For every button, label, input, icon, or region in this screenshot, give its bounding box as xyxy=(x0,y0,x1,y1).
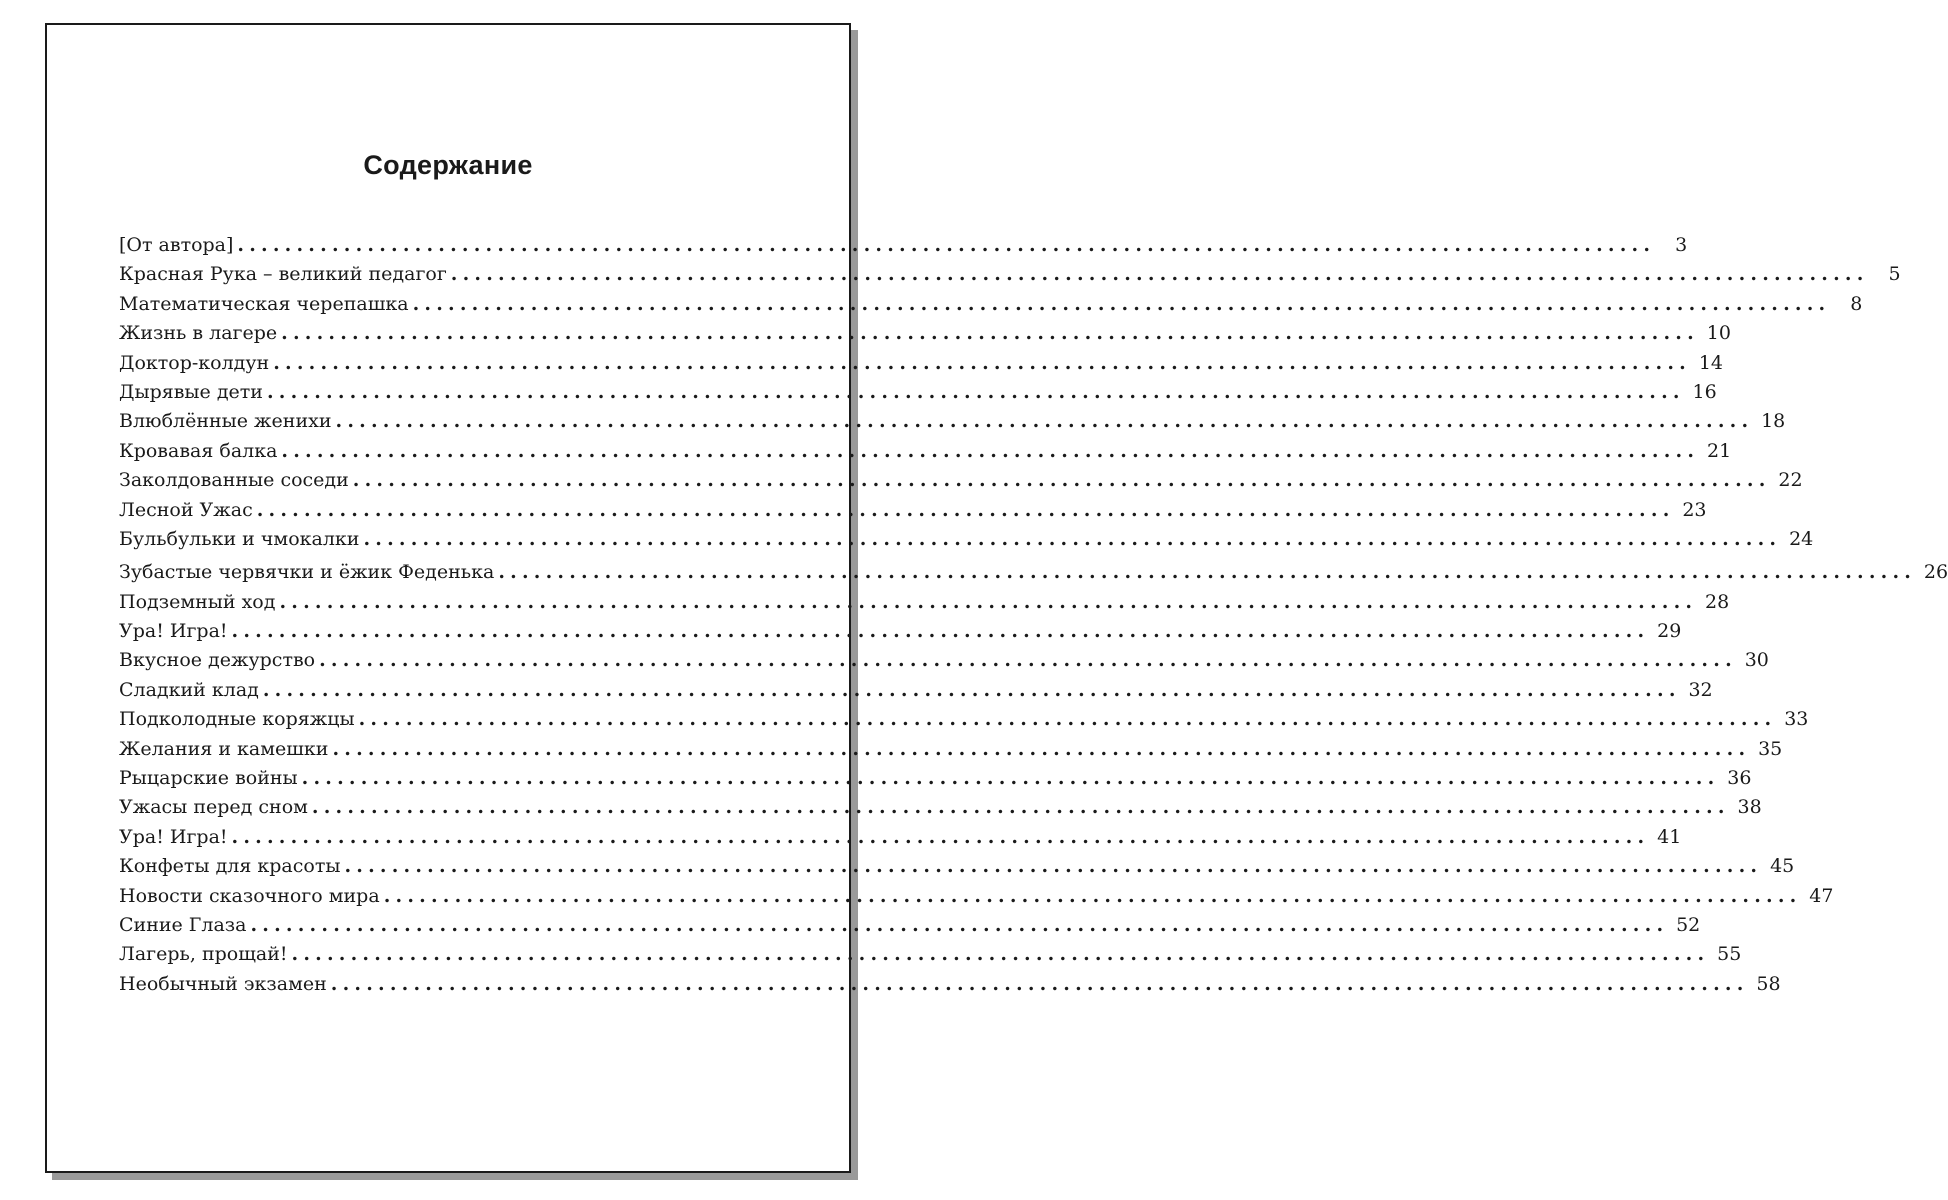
toc-dot-leader: ........................................................................................................................ xyxy=(279,590,1698,613)
toc-entry[interactable] xyxy=(119,322,1731,351)
toc-dot-leader: ........................................................................................................................ xyxy=(237,234,1656,256)
toc-entry[interactable] xyxy=(119,351,1723,381)
page-title: Содержание xyxy=(363,150,533,180)
toc-dot-leader: ........................................................................................................................ xyxy=(281,439,1700,462)
toc-entry-title: Дырявые дети xyxy=(119,380,263,403)
toc-entry[interactable] xyxy=(119,380,1717,410)
toc-entry[interactable] xyxy=(119,708,1809,737)
toc-entry-page-number: 35 xyxy=(1758,737,1783,760)
toc-entry[interactable] xyxy=(119,561,1948,590)
toc-entry-title: Подколодные коряжцы xyxy=(119,708,355,731)
toc-entry[interactable] xyxy=(119,469,1803,498)
toc-dot-leader: ........................................................................................................................ xyxy=(262,678,1681,701)
toc-entry-page-number: 36 xyxy=(1727,767,1752,790)
toc-entry-page-number: 21 xyxy=(1707,439,1732,462)
toc-entry-page-number: 47 xyxy=(1809,884,1834,907)
toc-entry-title: Ужасы перед сном xyxy=(119,796,308,819)
toc-dot-leader: ........................................................................................................................ xyxy=(311,796,1730,819)
toc-entry[interactable] xyxy=(119,498,1707,528)
table-of-contents xyxy=(119,234,1948,1002)
toc-dot-leader: ........................................................................................................................ xyxy=(332,737,1751,760)
toc-entry-title: Заколдованные соседи xyxy=(119,469,349,492)
toc-entry-page-number: 10 xyxy=(1706,322,1731,345)
toc-entry-title: Кровавая балка xyxy=(119,439,278,462)
toc-entry-title: Вкусное дежурство xyxy=(119,649,316,672)
toc-dot-leader: ........................................................................................................................ xyxy=(450,263,1869,286)
toc-entry-page-number: 32 xyxy=(1688,678,1713,701)
toc-entry-page-number: 29 xyxy=(1657,620,1682,643)
toc-entry-page-number: 23 xyxy=(1682,498,1707,521)
toc-entry[interactable] xyxy=(119,292,1863,322)
toc-entry[interactable] xyxy=(119,620,1682,649)
toc-entry-title: [От автора] xyxy=(119,234,234,256)
toc-dot-leader: ........................................................................................................................ xyxy=(330,972,1749,995)
toc-entry-title: Зубастые червячки и ёжик Феденька xyxy=(119,561,495,584)
toc-entry[interactable] xyxy=(119,410,1786,439)
toc-dot-leader: ........................................................................................................................ xyxy=(291,943,1710,966)
toc-entry[interactable] xyxy=(119,825,1682,855)
toc-entry[interactable] xyxy=(119,767,1752,796)
toc-entry[interactable] xyxy=(119,590,1730,620)
toc-entry-page-number: 58 xyxy=(1756,972,1781,995)
toc-entry-title: Конфеты для красоты xyxy=(119,855,341,878)
toc-entry[interactable] xyxy=(119,649,1769,678)
toc-entry-page-number: 5 xyxy=(1888,263,1901,286)
book-page xyxy=(45,23,1948,1173)
toc-entry[interactable] xyxy=(119,884,1834,914)
toc-dot-leader: ........................................................................................................................ xyxy=(231,825,1650,848)
toc-entry[interactable] xyxy=(119,943,1742,972)
toc-entry-title: Желания и камешки xyxy=(119,737,329,760)
toc-dot-leader: ........................................................................................................................ xyxy=(256,498,1675,521)
toc-entry-page-number: 28 xyxy=(1705,590,1730,613)
toc-entry-page-number: 8 xyxy=(1850,292,1863,315)
toc-entry-title: Лесной Ужас xyxy=(119,498,253,521)
toc-entry-title: Сладкий клад xyxy=(119,678,259,701)
toc-entry[interactable] xyxy=(119,855,1795,884)
toc-entry[interactable] xyxy=(119,737,1783,767)
toc-dot-leader: ........................................................................................................................ xyxy=(335,410,1754,433)
toc-entry-title: Красная Рука – великий педагог xyxy=(119,263,447,286)
toc-entry[interactable] xyxy=(119,913,1701,943)
toc-dot-leader: ........................................................................................................................ xyxy=(319,649,1737,672)
toc-entry-page-number: 14 xyxy=(1698,351,1723,374)
toc-dot-leader: ........................................................................................................................ xyxy=(358,708,1777,731)
toc-dot-leader: ........................................................................................................................ xyxy=(266,380,1685,403)
toc-entry[interactable] xyxy=(119,796,1762,825)
toc-entry-page-number: 16 xyxy=(1692,380,1717,403)
toc-entry-title: Жизнь в лагере xyxy=(119,322,278,345)
toc-entry[interactable] xyxy=(119,972,1781,1002)
toc-dot-leader: ........................................................................................................................ xyxy=(301,767,1720,790)
toc-entry-title: Новости сказочного мира xyxy=(119,884,380,907)
toc-entry[interactable] xyxy=(119,263,1901,292)
toc-entry[interactable] xyxy=(119,234,1688,263)
toc-dot-leader: ........................................................................................................................ xyxy=(250,913,1669,936)
toc-entry-page-number: 18 xyxy=(1761,410,1786,433)
toc-entry-page-number: 45 xyxy=(1770,855,1795,878)
toc-entry-title: Рыцарские войны xyxy=(119,767,298,790)
toc-entry-page-number: 26 xyxy=(1923,561,1948,584)
toc-dot-leader: ........................................................................................................................ xyxy=(344,855,1763,878)
toc-entry-page-number: 3 xyxy=(1675,234,1688,256)
toc-entry-page-number: 30 xyxy=(1744,649,1769,672)
toc-dot-leader: ........................................................................................................................ xyxy=(383,884,1802,907)
toc-entry-title: Синие Глаза xyxy=(119,913,247,936)
toc-dot-leader: ........................................................................................................................ xyxy=(498,561,1917,584)
toc-entry-page-number: 38 xyxy=(1737,796,1762,819)
toc-entry-page-number: 41 xyxy=(1657,825,1682,848)
toc-entry-title: Ура! Игра! xyxy=(119,825,228,848)
toc-entry-title: Ура! Игра! xyxy=(119,620,228,643)
toc-dot-leader: ........................................................................................................................ xyxy=(363,527,1782,550)
toc-entry[interactable] xyxy=(119,439,1732,469)
toc-dot-leader: ........................................................................................................................ xyxy=(352,469,1771,492)
toc-entry-page-number: 22 xyxy=(1778,469,1803,492)
toc-entry-page-number: 33 xyxy=(1784,708,1809,731)
toc-entry-page-number: 55 xyxy=(1717,943,1742,966)
toc-dot-leader: ........................................................................................................................ xyxy=(281,322,1699,345)
toc-entry-title: Лагерь, прощай! xyxy=(119,943,288,966)
toc-dot-leader: ........................................................................................................................ xyxy=(231,620,1650,643)
toc-entry-page-number: 24 xyxy=(1789,527,1814,550)
toc-entry-title: Подземный ход xyxy=(119,590,276,613)
toc-entry-title: Математическая черепашка xyxy=(119,292,409,315)
toc-entry[interactable] xyxy=(119,527,1814,557)
toc-entry-title: Бульбульки и чмокалки xyxy=(119,527,360,550)
toc-dot-leader: ........................................................................................................................ xyxy=(412,292,1831,315)
toc-entry-page-number: 52 xyxy=(1676,913,1701,936)
toc-entry-title: Необычный экзамен xyxy=(119,972,327,995)
toc-entry-title: Влюблённые женихи xyxy=(119,410,332,433)
toc-dot-leader: ........................................................................................................................ xyxy=(273,351,1691,374)
toc-entry[interactable] xyxy=(119,678,1713,708)
toc-entry-title: Доктор-колдун xyxy=(119,351,270,374)
